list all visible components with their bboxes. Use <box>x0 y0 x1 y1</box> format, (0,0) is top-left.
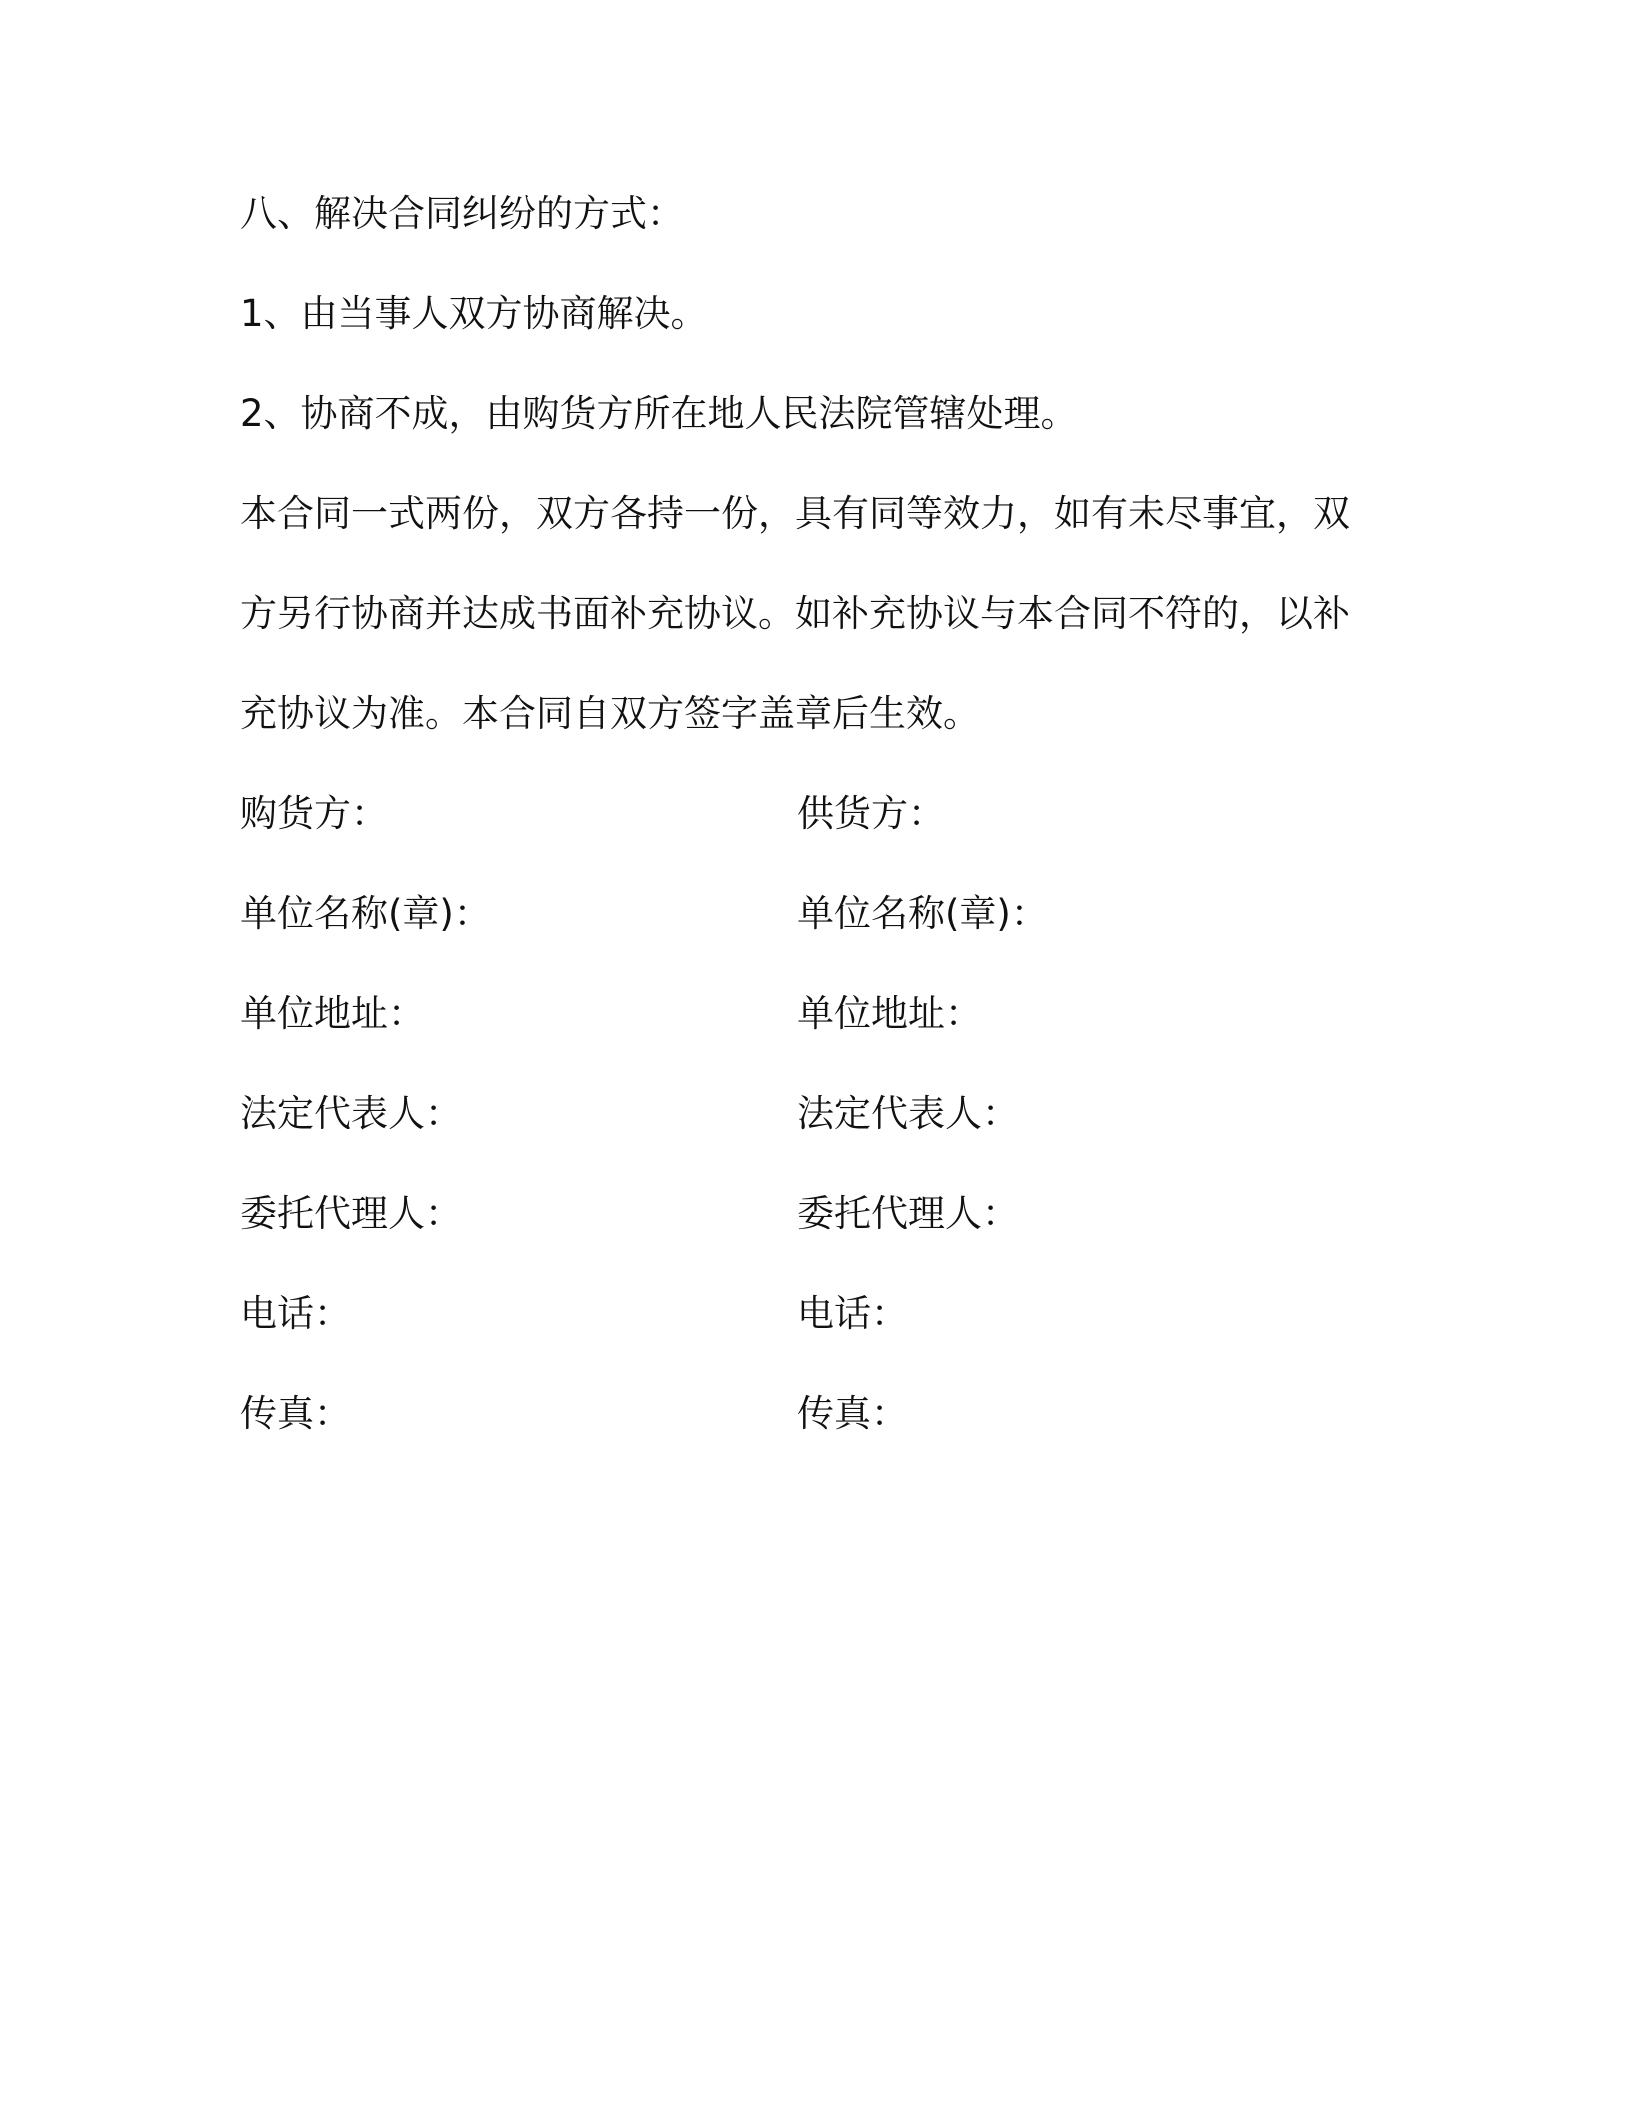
paragraph-line-3: 充协议为准。本合同自双方签字盖章后生效。 <box>240 692 980 735</box>
seller-unit-name-label: 单位名称(章)： <box>797 892 1048 935</box>
buyer-fax-label: 传真： <box>240 1392 351 1435</box>
seller-phone-label: 电话： <box>797 1292 908 1335</box>
buyer-label: 购货方： <box>240 792 388 835</box>
signature-row-unit-name <box>240 890 1370 938</box>
paragraph-line-2: 方另行协商并达成书面补充协议。如补充协议与本合同不符的，以补 <box>240 592 1350 635</box>
signature-row-address <box>240 990 1370 1038</box>
signature-row-agent <box>240 1190 1370 1238</box>
signature-row-fax <box>240 1390 1370 1438</box>
seller-legal-rep-label: 法定代表人： <box>797 1092 1019 1135</box>
buyer-legal-rep-label: 法定代表人： <box>240 1092 462 1135</box>
buyer-unit-name-label: 单位名称(章)： <box>240 892 491 935</box>
signature-row-legal-rep <box>240 1090 1370 1138</box>
clause-item-1: 1、由当事人双方协商解决。 <box>240 292 708 335</box>
section-heading: 八、解决合同纠纷的方式： <box>240 192 684 235</box>
buyer-address-label: 单位地址： <box>240 992 425 1035</box>
clause-item-2: 2、协商不成，由购货方所在地人民法院管辖处理。 <box>240 392 1078 435</box>
seller-address-label: 单位地址： <box>797 992 982 1035</box>
signature-row-phone <box>240 1290 1370 1338</box>
buyer-phone-label: 电话： <box>240 1292 351 1335</box>
seller-label: 供货方： <box>797 792 945 835</box>
seller-agent-label: 委托代理人： <box>797 1192 1019 1235</box>
seller-fax-label: 传真： <box>797 1392 908 1435</box>
paragraph-line-1: 本合同一式两份，双方各持一份，具有同等效力，如有未尽事宜，双 <box>240 492 1350 535</box>
buyer-agent-label: 委托代理人： <box>240 1192 462 1235</box>
signature-row-party <box>240 790 1370 838</box>
